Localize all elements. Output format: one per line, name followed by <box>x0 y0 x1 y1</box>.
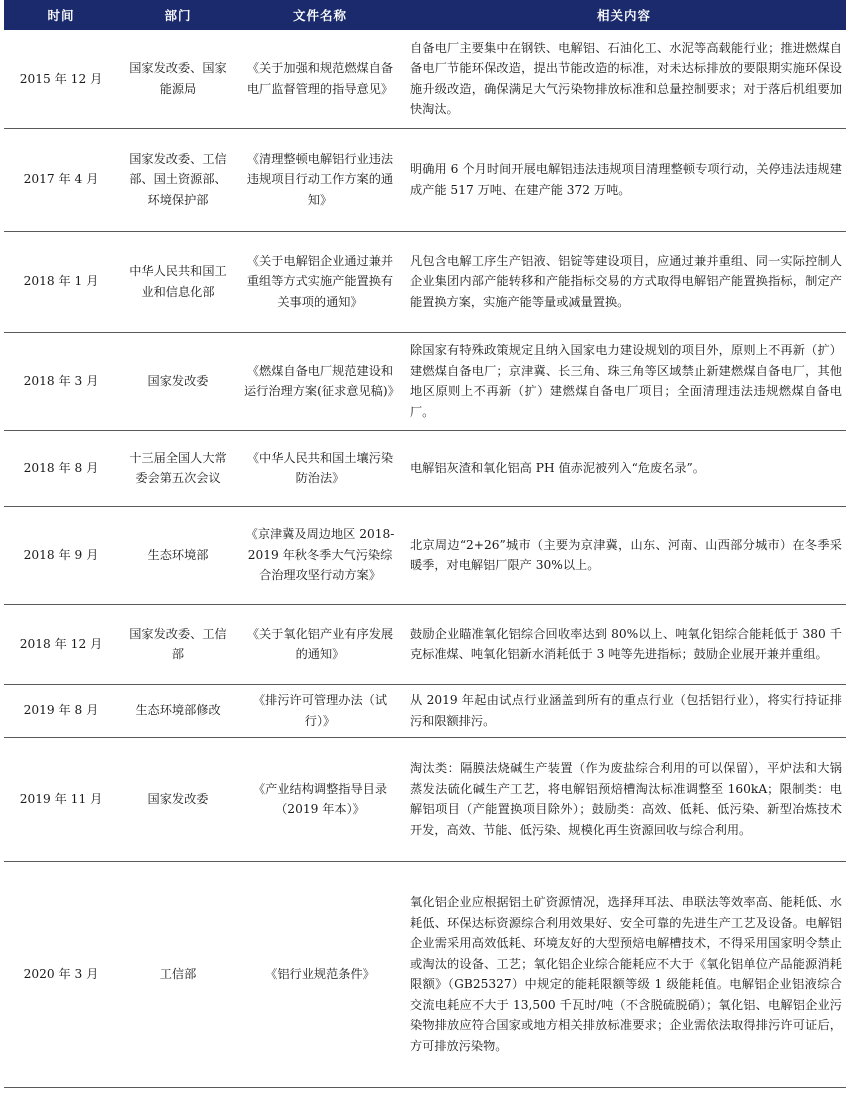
cell-document-name: 《京津冀及周边地区 2018-2019 年秋冬季大气污染综合治理攻坚行动方案》 <box>238 506 402 604</box>
cell-content: 淘汰类：隔膜法烧碱生产装置（作为废盐综合利用的可以保留），平炉法和大锅蒸发法硫化碱生产工艺，将电解铝预焙槽淘汰标准调整至 160kA；限制类：电解铝项目（产能置换项目除外）；鼓励类：高效、低耗、低污染、新型冶炼技术开发，高效、节能、低污染、规模化再生资源回收与综合利用。 <box>402 737 846 861</box>
header-content: 相关内容 <box>596 8 651 23</box>
cell-time: 2019 年 11 月 <box>4 737 118 861</box>
table-row <box>4 604 846 684</box>
table-row <box>4 430 846 506</box>
cell-department: 十三届全国人大常委会第五次会议 <box>118 430 238 506</box>
cell-department: 中华人民共和国工业和信息化部 <box>118 231 238 332</box>
table-header-row <box>4 0 846 30</box>
cell-content: 氧化铝企业应根据铝土矿资源情况，选择拜耳法、串联法等效率高、能耗低、水耗低、环保达标资源综合利用效果好、安全可靠的先进生产工艺及设备。电解铝企业需采用高效低耗、环境友好的大型预焙电解槽技术，不得采用国家明令禁止或淘汰的设备、工艺；氧化铝企业综合能耗应不大于《氧化铝单位产品能源消耗限额》（GB25327）中规定的能耗限额等级 1 级能耗值。电解铝企业铝液综合交流电耗应不大于 13,500 千瓦时/吨（不含脱硫脱硝）；氧化铝、电解铝企业污染物排放应符合国家或地方相关排放标准要求；企业需依法取得排污许可证后，方可排放污染物。 <box>402 861 846 1087</box>
cell-time: 2020 年 3 月 <box>4 861 118 1087</box>
cell-content: 自备电厂主要集中在钢铁、电解铝、石油化工、水泥等高载能行业；推进燃煤自备电厂节能环保改造，提出节能改造的标准，对未达标排放的要限期实施环保设施升级改造，确保满足大气污染物排放标准和总量控制要求；对于落后机组要加快淘汰。 <box>402 30 846 128</box>
cell-content: 凡包含电解工序生产铝液、铝锭等建设项目，应通过兼并重组、同一实际控制人企业集团内部产能转移和产能指标交易的方式取得电解铝产能置换指标，制定产能置换方案，实施产能等量或减量置换。 <box>402 231 846 332</box>
cell-content: 北京周边“2+26”城市（主要为京津冀，山东、河南、山西部分城市）在冬季采暖季，对电解铝厂限产 30%以上。 <box>402 506 846 604</box>
header-time: 时间 <box>47 8 75 23</box>
cell-department: 国家发改委 <box>118 737 238 861</box>
cell-content: 从 2019 年起由试点行业涵盖到所有的重点行业（包括铝行业），将实行持证排污和限额排污。 <box>402 684 846 737</box>
table-row <box>4 128 846 231</box>
cell-time: 2019 年 8 月 <box>4 684 118 737</box>
cell-time: 2018 年 3 月 <box>4 332 118 430</box>
cell-content: 除国家有特殊政策规定且纳入国家电力建设规划的项目外，原则上不再新（扩）建燃煤自备电厂；京津冀、长三角、珠三角等区域禁止新建燃煤自备电厂，其他地区原则上不再新（扩）建燃煤自备电厂项目；全面清理违法违规燃煤自备电厂。 <box>402 332 846 430</box>
cell-time: 2018 年 8 月 <box>4 430 118 506</box>
cell-department: 生态环境部 <box>118 506 238 604</box>
cell-document-name: 《清理整顿电解铝行业违法违规项目行动工作方案的通知》 <box>238 128 402 231</box>
cell-document-name: 《关于加强和规范燃煤自备电厂监督管理的指导意见》 <box>238 30 402 128</box>
cell-document-name: 《铝行业规范条件》 <box>238 861 402 1087</box>
cell-content: 电解铝灰渣和氧化铝高 PH 值赤泥被列入“危废名录”。 <box>402 430 846 506</box>
table-row <box>4 737 846 861</box>
cell-department: 国家发改委、工信部 <box>118 604 238 684</box>
header-document-name: 文件名称 <box>292 8 347 23</box>
cell-department: 国家发改委、工信部、国土资源部、环境保护部 <box>118 128 238 231</box>
cell-time: 2018 年 1 月 <box>4 231 118 332</box>
cell-time: 2015 年 12 月 <box>4 30 118 128</box>
cell-department: 国家发改委、国家能源局 <box>118 30 238 128</box>
policy-table <box>4 0 846 1088</box>
cell-document-name: 《燃煤自备电厂规范建设和运行治理方案(征求意见稿)》 <box>238 332 402 430</box>
cell-document-name: 《关于电解铝企业通过兼并重组等方式实施产能置换有关事项的通知》 <box>238 231 402 332</box>
table-row <box>4 231 846 332</box>
cell-document-name: 《中华人民共和国土壤污染防治法》 <box>238 430 402 506</box>
cell-time: 2017 年 4 月 <box>4 128 118 231</box>
table-row <box>4 506 846 604</box>
cell-document-name: 《产业结构调整指导目录（2019 年本）》 <box>238 737 402 861</box>
table-row <box>4 332 846 430</box>
cell-content: 明确用 6 个月时间开展电解铝违法违规项目清理整顿专项行动，关停违法违规建成产能 517 万吨、在建产能 372 万吨。 <box>402 128 846 231</box>
table-row <box>4 684 846 737</box>
cell-department: 生态环境部修改 <box>118 684 238 737</box>
header-department: 部门 <box>164 8 192 23</box>
cell-department: 工信部 <box>118 861 238 1087</box>
cell-document-name: 《关于氧化铝产业有序发展的通知》 <box>238 604 402 684</box>
cell-time: 2018 年 12 月 <box>4 604 118 684</box>
cell-content: 鼓励企业瞄准氧化铝综合回收率达到 80%以上、吨氧化铝综合能耗低于 380 千克标准煤、吨氧化铝新水消耗低于 3 吨等先进指标；鼓励企业展开兼并重组。 <box>402 604 846 684</box>
cell-department: 国家发改委 <box>118 332 238 430</box>
cell-document-name: 《排污许可管理办法（试行）》 <box>238 684 402 737</box>
cell-time: 2018 年 9 月 <box>4 506 118 604</box>
table-row <box>4 861 846 1087</box>
table-row <box>4 30 846 128</box>
